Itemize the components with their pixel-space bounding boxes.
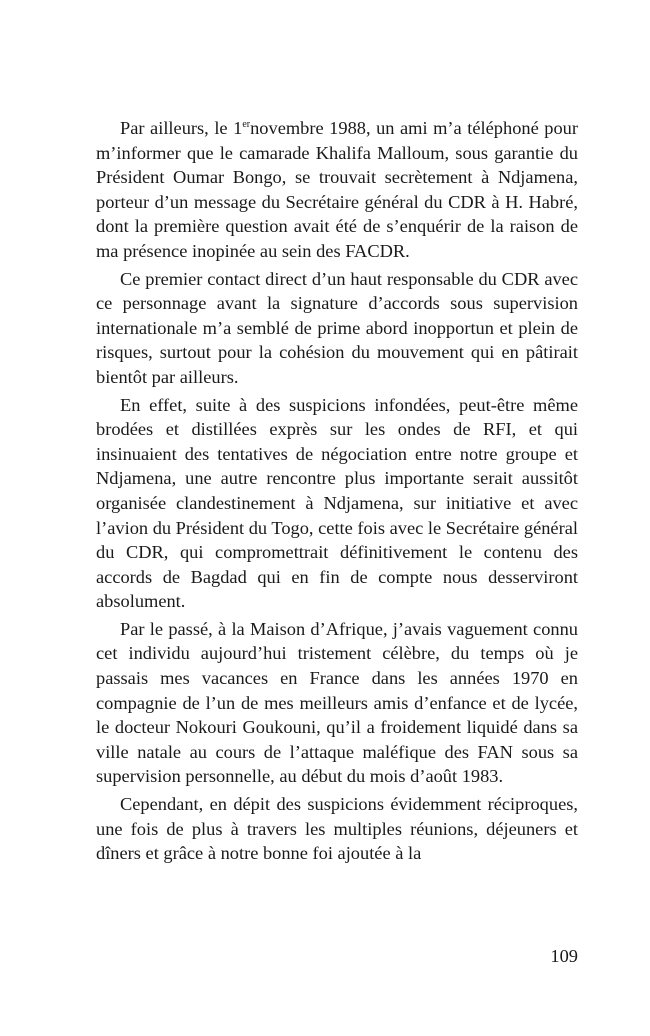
paragraph-1-after: novembre 1988, un ami m’a téléphoné pour m’informer que le camarade Khalifa Malloum, sous garantie du Président Oumar Bongo, se trouvait secrètement à Ndjamena, porteur d’un message du Secrétaire général du CDR à H. Habré, dont la première question avait été de s’enquérir de la raison de ma présence inopinée au sein des FACDR. bbox=[96, 118, 578, 261]
paragraph-3: En effet, suite à des suspicions infondées, peut-être même brodées et distillées exprès sur les ondes de RFI, et qui insinuaient des tentatives de négociation entre notre groupe et Ndjamena, une autre rencontre plus importante serait aussitôt organisée clandestinement à Ndjamena, sur initiative et avec l’avion du Président du Togo, cette fois avec le Secrétaire général du CDR, qui compromettrait définitivement le contenu des accords de Bagdad qui en fin de compte nous desserviront absolument. bbox=[96, 394, 578, 612]
paragraph-2: Ce premier contact direct d’un haut responsable du CDR avec ce personnage avant la signature d’accords sous supervision internationale m’a semblé de prime abord inopportun et plein de risques, surtout pour la cohésion du mouvement qui en pâtirait bientôt par ailleurs. bbox=[96, 268, 578, 387]
paragraph-4: Par le passé, à la Maison d’Afrique, j’avais vaguement connu cet individu aujourd’hui tristement célèbre, du temps où je passais mes vacances en France dans les années 1970 en compagnie de l’un de mes meilleurs amis d’enfance et de lycée, le docteur Nokouri Goukouni, qu’il a froidement liquidé dans sa ville natale au cours de l’attaque maléfique des FAN sous sa supervision personnelle, au début du mois d’août 1983. bbox=[96, 618, 578, 787]
paragraph-1-before: Par ailleurs, le 1 bbox=[120, 118, 243, 138]
paragraph-5: Cependant, en dépit des suspicions évidemment réciproques, une fois de plus à travers les multiples réunions, déjeuners et dîners et grâce à notre bonne foi ajoutée à la bbox=[96, 794, 578, 864]
ordinal-superscript: er bbox=[242, 119, 251, 130]
page-number: 109 bbox=[550, 946, 578, 966]
paragraph-1 bbox=[96, 116, 578, 264]
page-body bbox=[96, 116, 578, 869]
